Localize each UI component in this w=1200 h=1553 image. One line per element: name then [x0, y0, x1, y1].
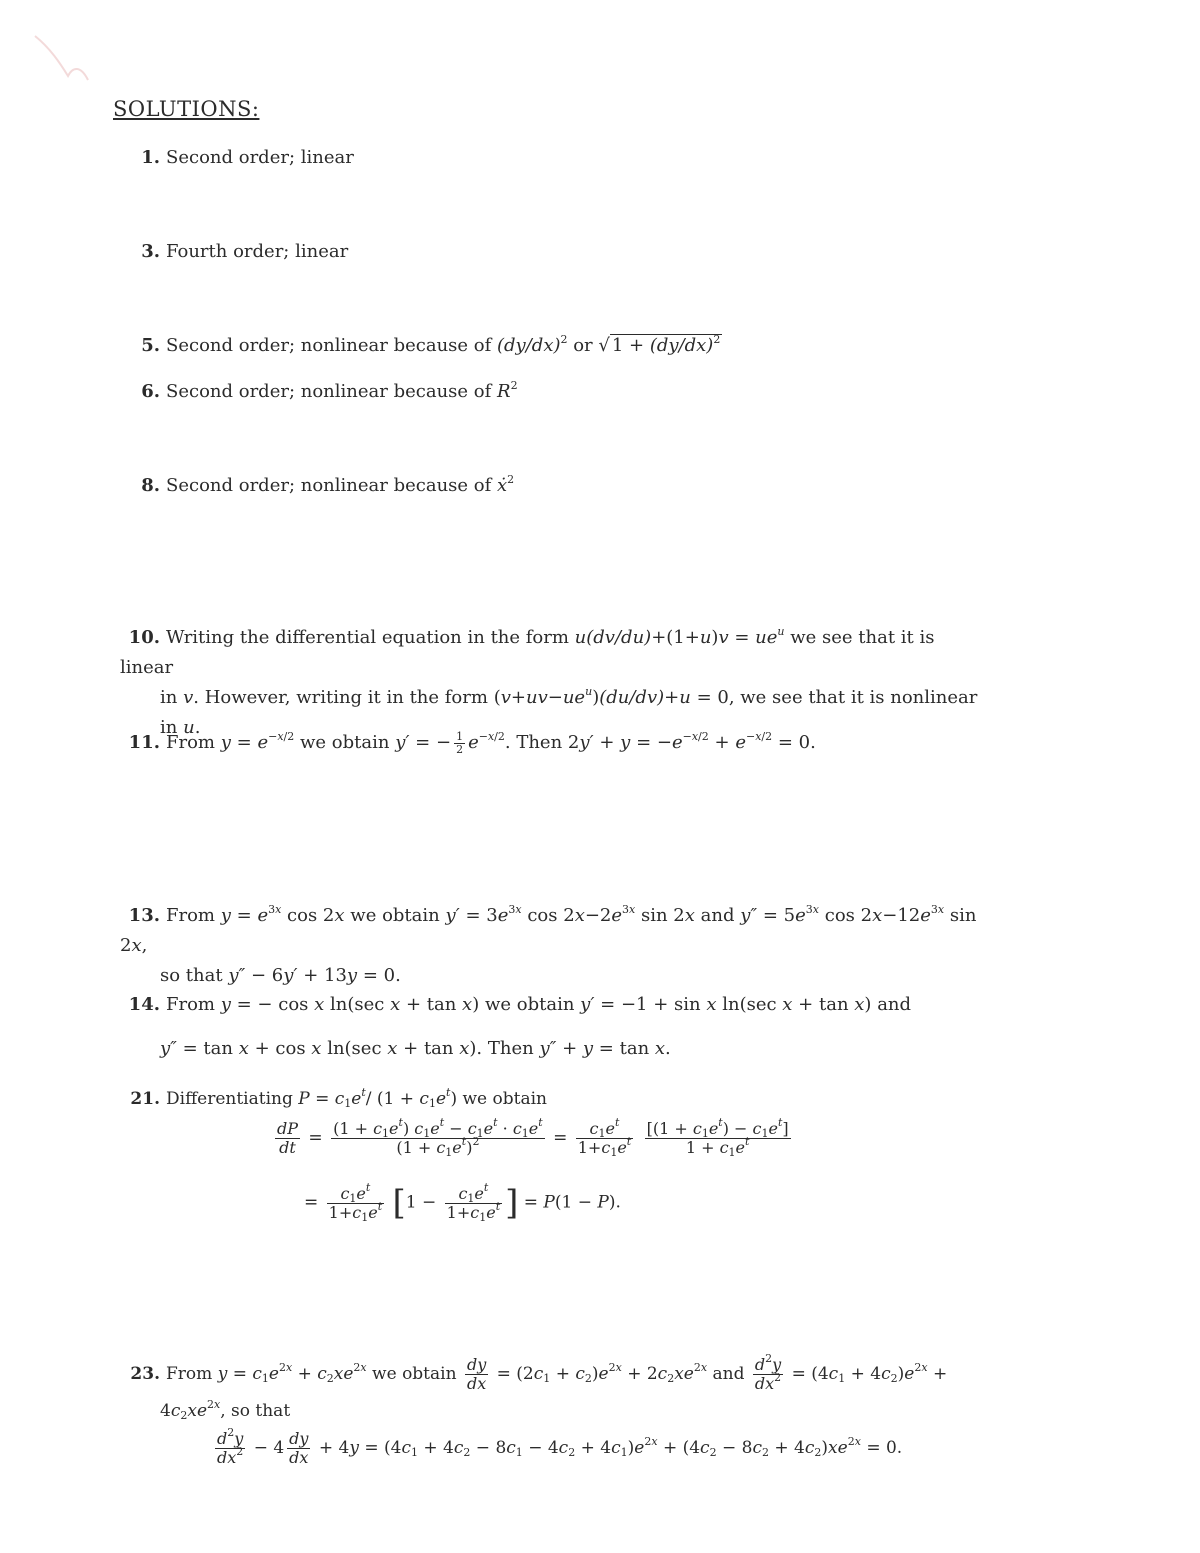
math-expression: y = − cos x ln(sec x + tan x): [220, 994, 480, 1015]
solution-21: 21. Differentiating $P = c_1e^t/$ $(1 + c_1e^t)$ we obtain: [130, 1086, 547, 1110]
math-expression: y′ = −1 + sin x ln(sec x + tan x): [580, 994, 872, 1015]
solution-3: 3. Fourth order; linear: [141, 241, 349, 262]
math-expression: $2y' + y = -e^{-x/2} + e^{-x/2} = 0$.: [567, 730, 816, 753]
math-expression: y′ = − $\frac{1}{2}$ $e^{-x/2}$: [395, 729, 505, 756]
math-expression: $y = e^{-x/2}$: [220, 730, 295, 753]
math-expression: √ $1 + (dy/dx)^2$: [598, 333, 721, 356]
math-expression: $(v+uv-ue^u)(du/dv)+u = 0$: [493, 685, 729, 708]
page-title: SOLUTIONS:: [113, 97, 260, 121]
math-expression: $\frac{d^2y}{dx^2}$ = $(4c_1 + 4c_2)e^{2x}$ +: [754, 1352, 948, 1393]
solution-13: 13. From $y = e^{3x}$ cos 2x we obtain $y' = 3e^{3x}$ $\cos 2x-2e^{3x}$ sin 2x and $y'' = 5e^{3x}$ $\cos 2x-12e^{3x}$ sin 2x, so that y″ − 6y′ + 13y = 0.: [120, 903, 977, 986]
solution-10: 10. Writing the differential equation in the form $u(dv/du)+(1+u)v = ue^u$ we see that it is linear in v. However, writing it in the form $(v+uv-ue^u)(du/dv)+u = 0$, we see that it is nonlinear in u.: [120, 625, 978, 738]
math-expression: y″ = tan x + cos x ln(sec x + tan x): [160, 1038, 477, 1059]
solution-11: 11. From $y = e^{-x/2}$ we obtain y′ = − $\frac{1}{2}$ $e^{-x/2}$. Then $2y' + y = -e^{-x/2} + e^{-x/2} = 0$.: [128, 729, 816, 756]
math-expression: y″ − 6y′ + 13y = 0.: [228, 965, 401, 986]
solution-5: 5. Second order; nonlinear because of $(dy/dx)^2$ or √ $1 + (dy/dx)^2$: [141, 333, 721, 356]
solution-6: 6. Second order; nonlinear because of $R^2$: [141, 379, 518, 402]
solution-23: 23. From $y = c_1e^{2x} + c_2xe^{2x}$ we obtain $\frac{dy}{dx}$ = $(2c_1 + c_2)e^{2x} + 2c_2xe^{2x}$ and $\frac{d^2y}{dx^2}$ = $(4c_1 + 4c_2)e^{2x}$ + $4c_2xe^{2x}$, so that: [130, 1352, 948, 1422]
solution-1: 1. Second order; linear: [141, 147, 354, 168]
math-expression: $y' = 3e^{3x}$ $\cos 2x-2e^{3x}$ sin 2x: [445, 903, 695, 926]
pen-mark: [30, 28, 100, 98]
math-expression: $y = e^{3x}$ cos 2x: [220, 903, 345, 926]
math-expression: $P = c_1e^t/$ $(1 + c_1e^t)$: [298, 1086, 458, 1110]
math-expression: $R^2$: [497, 379, 518, 402]
solution-8: 8. Second order; nonlinear because of ẋ$^2$: [141, 473, 515, 496]
equation-dp-dt-line1: $\frac{dP}{dt}$ = $\frac{(1 + c_1e^t) c_1e^t - c_1e^t \cdot c_1e^t}{(1 + c_1e^t)^2}$ = $\frac{c_1e^t}{1+c_1e^t}$ $\frac{[(1 + c_1e^t) - c_1e^t]}{1 + c_1e^t}$: [277, 1116, 789, 1159]
equation-23-result: $\frac{d^2y}{dx^2}$ − 4 $\frac{dy}{dx}$ + $4y = (4c_1 + 4c_2 - 8c_1 - 4c_2 + 4c_1)e^{2x} + (4c_2 - 8c_2 + 4c_2)xe^{2x} = 0$.: [217, 1426, 903, 1467]
equation-dp-dt-line2: = $\frac{c_1e^t}{1+c_1e^t}$ [1 − $\frac{c_1e^t}{1+c_1e^t}$ ] = P(1 − P).: [304, 1180, 621, 1224]
math-expression: $\frac{dy}{dx}$ = $(2c_1 + c_2)e^{2x} + 2c_2xe^{2x}$: [466, 1355, 708, 1393]
math-expression: $u(dv/du)+(1+u)v = ue^u$: [574, 625, 785, 648]
math-expression: ẋ$^2$: [497, 473, 515, 496]
math-expression: $y = c_1e^{2x} + c_2xe^{2x}$: [217, 1361, 367, 1385]
math-expression: $4c_2xe^{2x}$: [160, 1398, 221, 1422]
solution-14: 14. From y = − cos x ln(sec x + tan x) we obtain y′ = −1 + sin x ln(sec x + tan x) and y″ = tan x + cos x ln(sec x + tan x). Then y″ + y = tan x.: [128, 994, 912, 1059]
math-expression: $y'' = 5e^{3x}$ $\cos 2x-12e^{3x}$ sin 2x,: [120, 903, 977, 956]
math-expression: $(dy/dx)^2$: [497, 333, 568, 356]
math-expression: y″ + y = tan x.: [539, 1038, 671, 1059]
